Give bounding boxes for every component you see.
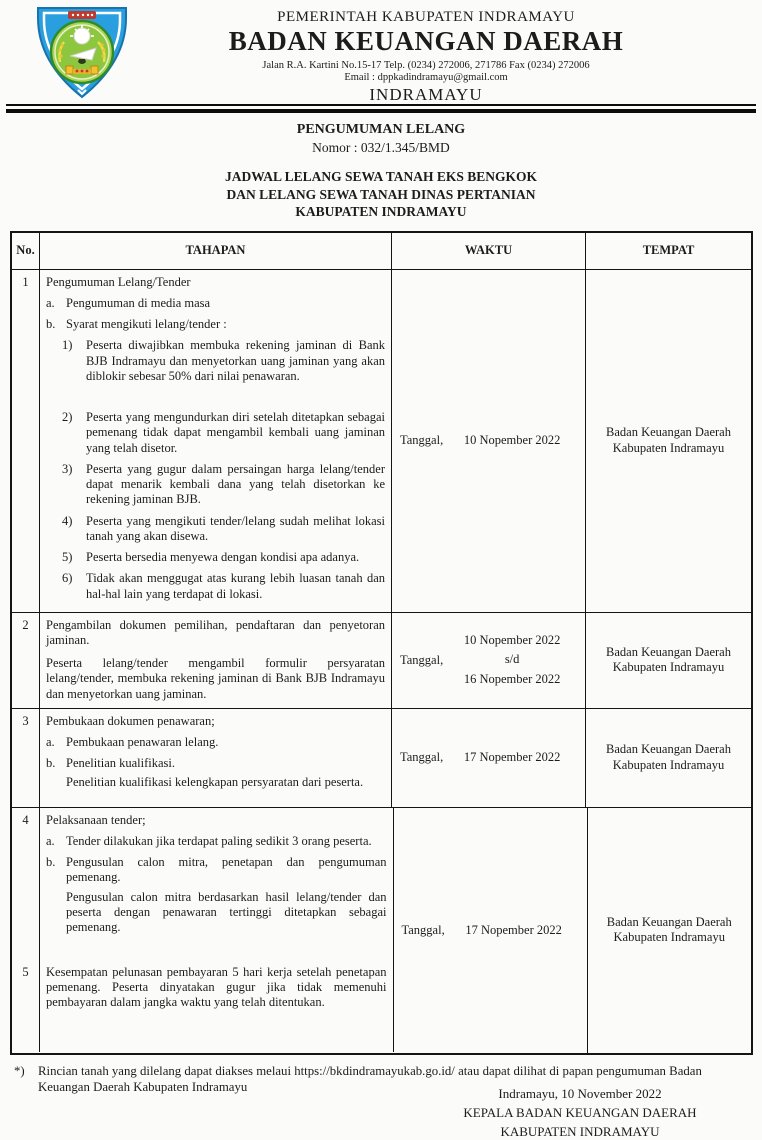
row5-text: Kesempatan pelunasan pembayaran 5 hari kerja setelah penetapan pemenang. Peserta dinyatakan gugur jika tidak memenuhi pembayaran dalam jangka waktu yang telah ditentukan.	[46, 964, 387, 1010]
indramayu-regency-seal-icon	[30, 4, 134, 100]
row1-sub-3-label: 3)	[62, 461, 73, 476]
row5-number: 5	[12, 960, 40, 1052]
table-row	[12, 270, 751, 613]
schedule-table	[10, 231, 753, 1055]
letterhead-text	[120, 9, 732, 105]
row1-item-b-label: b.	[46, 317, 56, 332]
row4-item-a-label: a.	[46, 833, 55, 848]
row1-tahapan	[40, 270, 392, 612]
row4-title: Pelaksanaan tender;	[46, 812, 146, 827]
table-row-combined-4-5	[12, 808, 751, 1053]
row1-item-a	[46, 296, 385, 311]
row3-item-a	[46, 735, 385, 750]
row3-waktu	[392, 709, 586, 807]
row1-item-b-text: Syarat mengikuti lelang/tender :	[66, 317, 227, 332]
row2-date-start: 10 Nopember 2022	[463, 633, 561, 648]
announcement-title: PENGUMUMAN LELANG	[296, 122, 466, 137]
row1-sub-6-label: 6)	[62, 571, 73, 586]
rows-4-5-left	[12, 808, 394, 1053]
row1-title: Pengumuman Lelang/Tender	[46, 274, 191, 289]
row4-item-a	[46, 834, 387, 849]
row3-number: 3	[12, 709, 40, 807]
row1-sub-2-label: 2)	[62, 410, 73, 425]
row1-sub-1-text: Peserta diwajibkan membuka rekening jaminan di Bank BJB Indramayu dan menyetorkan uang jaminan yang akan diblokir sebesar 50% dari nilai penawaran.	[86, 338, 385, 383]
row4-tempat: Badan Keuangan Daerah Kabupaten Indramayu	[606, 914, 732, 945]
rows-4-5-right	[394, 808, 752, 1053]
row4-item-b-note: Pengusulan calon mitra berdasarkan hasil lelang/tender dan peserta dengan penawaran tertinggi ditetapkan sebagai pemenang.	[66, 889, 387, 935]
row1-sub-4-label: 4)	[62, 513, 73, 528]
row3-item-b-text: Penelitian kualifikasi.	[66, 756, 176, 771]
footnote-marker: *)	[14, 1063, 25, 1078]
row1-sub-item-5	[62, 550, 385, 565]
row4-subrow	[12, 808, 394, 960]
agency-email: Email : dppkadindramayu@gmail.com	[344, 71, 508, 83]
row1-item-a-label: a.	[46, 295, 55, 310]
row1-sub-3-text: Peserta yang gugur dalam persaingan harga lelang/tender dapat menarik kembali dana yang telah disetorkan ke rekening jaminan BJB.	[86, 461, 385, 507]
row1-sub-item-4	[62, 514, 385, 545]
header-tahapan: TAHAPAN	[40, 233, 392, 269]
row1-sub-item-3	[62, 462, 385, 508]
row2-waktu-date	[443, 631, 581, 689]
row4-item-b-text: Pengusulan calon mitra, penetapan dan pengumuman pemenang.	[66, 855, 387, 885]
agency-address: Jalan R.A. Kartini No.15-17 Telp. (0234) 272006, 271786 Fax (0234) 272006	[262, 59, 590, 71]
row3-item-b	[46, 756, 385, 771]
letterhead-divider	[6, 104, 756, 113]
row4-item-b	[46, 855, 387, 886]
signature-block	[420, 1085, 740, 1140]
row1-tempat: Badan Keuangan Daerah Kabupaten Indramayu	[606, 425, 731, 455]
signature-title-line-2: KABUPATEN INDRAMAYU	[500, 1123, 660, 1139]
row5-tahapan	[40, 960, 394, 1052]
header-no: No.	[12, 233, 40, 269]
row1-sub-item-1	[62, 338, 385, 384]
row1-sub-6-text: Tidak akan menggugat atas kurang lebih luasan tanah dan hal-hal lain yang terdapat di lokasi.	[86, 571, 385, 601]
row2-tahapan	[40, 613, 392, 708]
table-header-row	[12, 233, 751, 270]
agency-name: BADAN KEUANGAN DAERAH	[228, 26, 624, 56]
agency-city: INDRAMAYU	[369, 84, 483, 104]
subtitle-line-3: KABUPATEN INDRAMAYU	[295, 204, 467, 220]
announcement-heading	[0, 122, 762, 156]
row1-item-a-text: Pengumuman di media masa	[66, 295, 211, 310]
row1-item-b	[46, 317, 385, 332]
row1-sub-item-6	[62, 571, 385, 602]
announcement-number: Nomor : 032/1.345/BMD	[312, 139, 450, 155]
row1-number: 1	[12, 270, 40, 612]
row2-date-end: 16 Nopember 2022	[463, 671, 561, 686]
row3-title: Pembukaan dokumen penawaran;	[46, 713, 215, 728]
row2-paragraph-1: Pengambilan dokumen pemilihan, pendaftaran dan penyetoran jaminan.	[46, 617, 385, 647]
row2-waktu	[392, 613, 586, 708]
letterhead	[0, 0, 762, 103]
row4-waktu-date: 17 Nopember 2022	[465, 922, 562, 937]
row1-sub-4-text: Peserta yang mengikuti tender/lelang sudah melihat lokasi tanah yang akan disewa.	[86, 513, 385, 543]
row3-waktu-label: Tanggal,	[400, 750, 444, 764]
row4-tahapan	[40, 808, 394, 960]
row4-item-a-text: Tender dilakukan jika terdapat paling sedikit 3 orang peserta.	[66, 833, 372, 848]
subtitle-line-1: JADWAL LELANG SEWA TANAH EKS BENGKOK	[225, 168, 537, 184]
row2-waktu-label: Tanggal,	[400, 652, 444, 667]
row1-waktu	[392, 270, 586, 612]
row1-sub-1-label: 1)	[62, 338, 73, 353]
row1-sub-item-2	[62, 410, 385, 456]
row1-waktu-date: 10 Nopember 2022	[463, 433, 561, 447]
row3-item-a-label: a.	[46, 734, 55, 749]
row4-number: 4	[12, 808, 40, 960]
subtitle-line-2: DAN LELANG SEWA TANAH DINAS PERTANIAN	[226, 186, 536, 202]
row3-tahapan	[40, 709, 392, 807]
row3-item-b-label: b.	[46, 756, 56, 771]
signature-place-date: Indramayu, 10 November 2022	[498, 1086, 662, 1101]
row3-item-a-text: Pembukaan penawaran lelang.	[66, 734, 219, 749]
header-waktu: WAKTU	[392, 233, 586, 269]
row4-waktu-label: Tanggal,	[401, 922, 445, 937]
row2-tempat: Badan Keuangan Daerah Kabupaten Indramayu	[606, 644, 731, 675]
header-tempat: TEMPAT	[642, 243, 695, 257]
row4-waktu	[394, 808, 588, 1053]
row1-sub-5-label: 5)	[62, 550, 73, 565]
table-row	[12, 613, 751, 709]
row3-waktu-date: 17 Nopember 2022	[463, 750, 561, 764]
row3-tempat: Badan Keuangan Daerah Kabupaten Indramayu	[606, 742, 731, 772]
row4-item-b-label: b.	[46, 855, 56, 870]
signature-title-line-1: KEPALA BADAN KEUANGAN DAERAH	[463, 1104, 697, 1120]
row1-sub-5-text: Peserta bersedia menyewa dengan kondisi apa adanya.	[86, 550, 360, 565]
row1-sub-2-text: Peserta yang mengundurkan diri setelah ditetapkan sebagai pemenang tidak dapat mengambil kembali uang jaminan yang telah disetor.	[86, 410, 385, 455]
row2-number: 2	[12, 613, 40, 708]
row2-paragraph-2: Peserta lelang/tender mengambil formulir persyaratan lelang/tender, membuka rekening jaminan di Bank BJB Indramayu dan menyetorkan uang jaminan.	[46, 656, 385, 701]
row3-item-b-note: Penelitian kualifikasi kelengkapan persyaratan dari peserta.	[66, 775, 364, 790]
government-name: PEMERINTAH KABUPATEN INDRAMAYU	[277, 9, 575, 25]
row5-subrow	[12, 960, 394, 1052]
row2-date-separator: s/d	[504, 652, 520, 667]
footnote-text: Rincian tanah yang dilelang dapat diakses melaui https://bkdindramayukab.go.id/ atau dapat dilihat di papan pengumuman Badan Keuangan Daerah Kabupaten Indramayu	[38, 1063, 702, 1094]
schedule-subtitle	[0, 168, 762, 221]
row1-waktu-label: Tanggal,	[400, 433, 444, 447]
table-row	[12, 709, 751, 808]
